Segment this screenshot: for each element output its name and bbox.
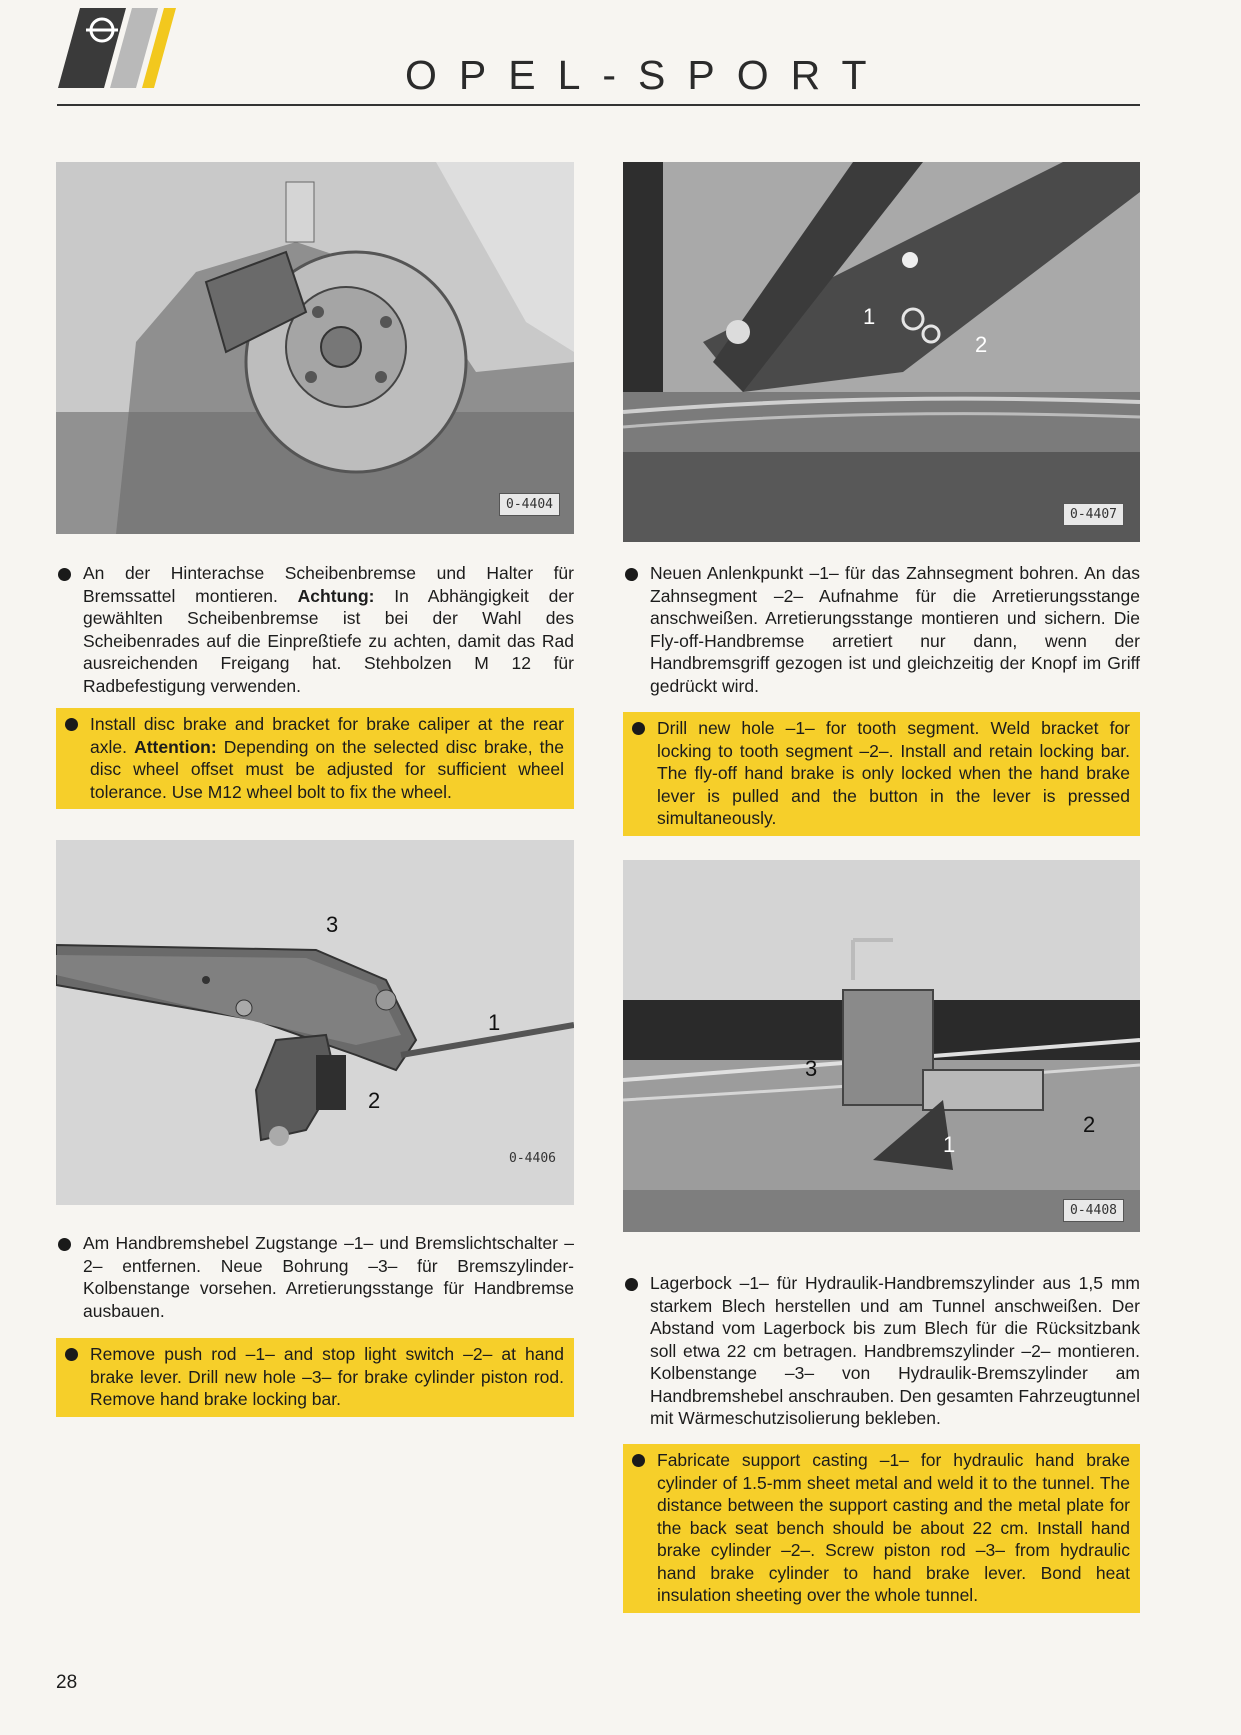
german-instruction: Am Handbremshebel Zugstange –1– und Bremslichtschalter –2– entfernen. Neue Bohrung –3– für Bremszylinder-Kolbenstange vorsehen. Arretierungsstange für Handbremse ausbauen. [56, 1232, 574, 1322]
bullet-icon [65, 1348, 78, 1361]
header-divider [57, 104, 1140, 106]
photo-tooth-segment [623, 162, 1140, 542]
german-instruction: Lagerbock –1– für Hydraulik-Handbremszylinder aus 1,5 mm starkem Blech herstellen und am Tunnel anschweißen. Der Abstand vom Lagerbock bis zum Blech für die Rücksitzbank soll etwa 22 cm betragen. Handbremszylinder –2– montieren. Kolbenstange –3– von Hydraulik-Bremszylinder am Handbremshebel anschrauben. Den gesamten Fahrzeugtunnel mit Wärmeschutzisolierung bekleben. [623, 1272, 1140, 1430]
callout-2: 2 [1083, 1112, 1096, 1137]
bullet-icon [65, 718, 78, 731]
page-number: 28 [56, 1672, 78, 1693]
photo-id: 0-4404 [499, 493, 560, 516]
bullet-icon [632, 722, 645, 735]
english-instruction: Remove push rod –1– and stop light switch –2– at hand brake lever. Drill new hole –3– for brake cylinder piston rod. Remove hand brake locking bar. [56, 1338, 574, 1417]
page-title: OPEL-SPORT [405, 52, 889, 98]
photo-id: 0-4406 [509, 1151, 556, 1166]
opel-logo [58, 6, 198, 90]
callout-1: 1 [488, 1010, 501, 1035]
photo-id: 0-4407 [1063, 503, 1124, 526]
bullet-icon [58, 1238, 71, 1251]
callout-1: 1 [863, 304, 876, 329]
english-instruction: Fabricate support casting –1– for hydraulic hand brake cylinder of 1.5-mm sheet metal and weld it to the tunnel. The distance between the support casting and the metal plate for the back seat bench should be about 22 cm. Install hand brake cylinder –2–. Screw piston rod –3– from hydraulic hand brake cylinder to hand brake lever. Bond heat insulation sheeting over the whole tunnel. [623, 1444, 1140, 1613]
english-instruction: Drill new hole –1– for tooth segment. Weld bracket for locking to tooth segment –2–. Install and retain locking bar. The fly-off hand brake is only locked when the hand brake lever is pulled and the button in the lever is pressed simultaneously. [623, 712, 1140, 836]
callout-2: 2 [975, 332, 988, 357]
callout-3: 3 [805, 1056, 818, 1081]
bullet-icon [632, 1454, 645, 1467]
photo-hydraulic-cylinder [623, 860, 1140, 1232]
photo-id: 0-4408 [1063, 1199, 1124, 1222]
callout-1: 1 [943, 1132, 956, 1157]
english-instruction: Install disc brake and bracket for brake caliper at the rear axle. Attention: Depending on the selected disc brake, the disc wheel offset must be adjusted for sufficient wheel tolerance. Use M12 wheel bolt to fix the wheel. [56, 708, 574, 809]
bullet-icon [58, 568, 71, 581]
bullet-icon [625, 568, 638, 581]
german-instruction: An der Hinterachse Scheibenbremse und Halter für Bremssattel montieren. Achtung: In Abhängigkeit der gewählten Scheibenbremse ist bei der Wahl des Scheibenrades auf die Einpreßtiefe zu achten, damit das Rad ausreichenden Freigang hat. Stehbolzen M 12 für Radbefestigung verwenden. [56, 562, 574, 697]
callout-3: 3 [326, 912, 339, 937]
german-instruction: Neuen Anlenkpunkt –1– für das Zahnsegment bohren. An das Zahnsegment –2– Aufnahme für die Arretierungsstange anschweißen. Arretierungsstange montieren und sichern. Die Fly-off-Handbremse arretiert nur dann, wenn der Handbremsgriff gezogen ist und gleichzeitig der Knopf im Griff gedrückt wird. [623, 562, 1140, 697]
photo-disc-brake [56, 162, 574, 534]
callout-2: 2 [368, 1088, 381, 1113]
bullet-icon [625, 1278, 638, 1291]
photo-hand-brake-lever [56, 840, 574, 1205]
